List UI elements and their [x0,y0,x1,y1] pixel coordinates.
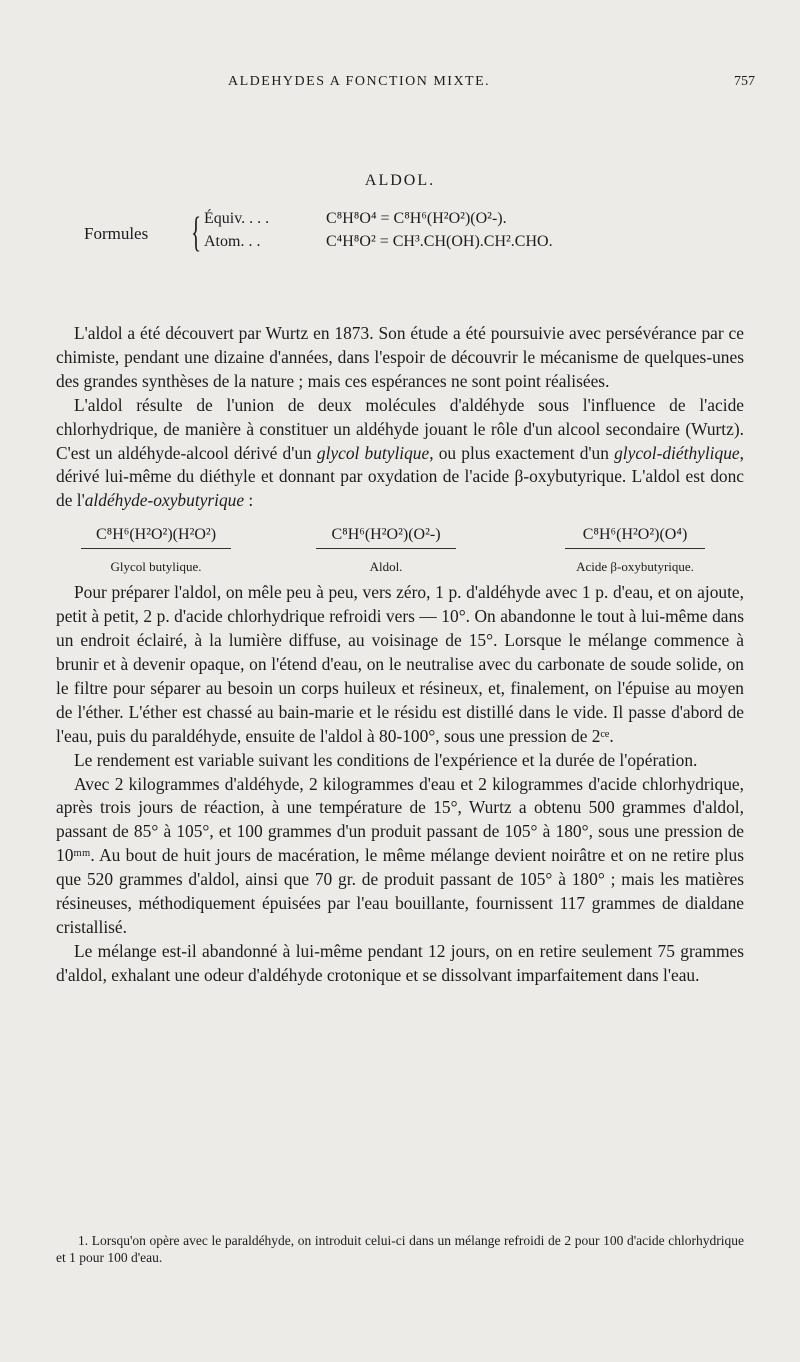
italic-term: glycol-diéthylique [614,442,740,463]
formula-caption: Aldol. [369,559,403,575]
formula-glycol [56,523,256,579]
formula-value: C⁸H⁸O⁴ = C⁸H⁶(H²O²)(O²-). [326,210,507,227]
brace-glyph: { [191,210,202,256]
paragraph: L'aldol a été découvert par Wurtz en 1873. Son étude a été poursuivie avec persévérance par ce chimiste, pendant une dizaine d'années, dans l'espoir de découvrir le mécanisme de quelques-unes des grandes synthèses de la nature ; mais ces espérances ne sont point réalisées. [56,323,744,391]
running-head-title: ALDEHYDES A FONCTION MIXTE. [228,74,491,89]
formulas-label: Formules [84,224,149,243]
formula-text: C⁸H⁶(H²O²)(O²-) [331,526,441,544]
formula-name: Équiv. . . . [204,210,270,227]
italic-term: aldéhyde-oxybutyrique [84,490,245,511]
formula-value: C⁴H⁸O² = CH³.CH(OH).CH².CHO. [326,233,553,250]
text-run: L'aldol résulte de l'union de deux molécules d'aldéhyde sous l'influence de l'acide chlorhydrique, de manière à constituer un aldéhyde jouant le rôle d'un alcool secondaire (Wurtz). C'est un aldéhyde-alcool dérivé d'un [56,394,744,463]
footnote-text: 1. Lorsqu'on opère avec le paraldéhyde, on introduit celui-ci dans un mélange refroidi de 2 pour 100 d'acide chlorhydrique et 1 pour 100 d'eau. [56,1233,744,1265]
text-run: , ou plus exactement d'un [429,442,615,463]
formula-acide [526,523,744,579]
text-run: : [244,490,254,511]
footnote [56,1232,744,1266]
text-run: , dérivé lui-même du diéthyle et donnant par oxydation de l'acide β-oxybutyrique. L'aldol est donc de l' [56,442,744,511]
underline [316,548,456,549]
paragraph: Le mélange est-il abandonné à lui-même pendant 12 jours, on en retire seulement 75 grammes d'aldol, exhalant une odeur d'aldéhyde crotonique et se dissolvant imparfaitement dans l'eau. [56,940,744,985]
page-number: 757 [734,74,755,89]
paragraph: Pour préparer l'aldol, on mêle peu à peu, vers zéro, 1 p. d'aldéhyde avec 1 p. d'eau, et on ajoute, petit à petit, 2 p. d'acide chlorhydrique refroidi vers — 10°. On abandonne le tout à lui-même dans un endroit éclairé, à la lumière diffuse, au voisinage de 15°. Lorsque le mélange commence à brunir et à devenir opaque, on l'étend d'eau, on le neutralise avec du carbonate de soude solide, on le filtre pour séparer au besoin un corps huileux et résineux, et, finalement, on l'épuise au moyen de l'éther. L'éther est chassé au bain-marie et le résidu est distillé dans le vide. Il passe d'abord de l'eau, puis du paraldéhyde, ensuite de l'aldol à 80-100°, sous une pression de 2ᶜᵉ. [56,582,744,746]
formula-row-equiv [204,210,507,228]
paragraph: Avec 2 kilogrammes d'aldéhyde, 2 kilogrammes d'eau et 2 kilogrammes d'acide chlorhydrique, après trois jours de réaction, à une température de 15°, Wurtz a obtenu 500 grammes d'aldol, passant de 85° à 105°, et 100 grammes d'un produit passant de 105° à 180°, sous une pression de 10ᵐᵐ. Au bout de huit jours de macération, le même mélange devient noirâtre et on ne retire plus que 520 grammes d'aldol, ainsi que 70 gr. de produit passant de 105° à 180° ; mais les matières résineuses, méthodiquement épuisées par l'eau bouillante, fournissent 117 grammes de dialdane cristallisé. [56,773,744,937]
underline [81,548,231,549]
formula-text: C⁸H⁶(H²O²)(H²O²) [95,526,217,544]
body-text [56,322,744,988]
formula-row-atom [204,233,553,251]
formula-name: Atom. . . [204,233,261,250]
formula-aldol [286,523,486,579]
underline [565,548,705,549]
italic-term: glycol butylique [316,442,430,463]
running-head [0,74,800,98]
paragraph: Le rendement est variable suivant les conditions de l'expérience et la durée de l'opération. [74,749,698,770]
formula-caption: Glycol butylique. [110,559,202,575]
paragraph [56,394,744,514]
formula-caption: Acide β-oxybutyrique. [576,559,694,575]
formula-comparison [56,523,744,575]
formula-text: C⁸H⁶(H²O²)(O⁴) [582,526,688,544]
section-title: ALDOL. [364,172,436,189]
